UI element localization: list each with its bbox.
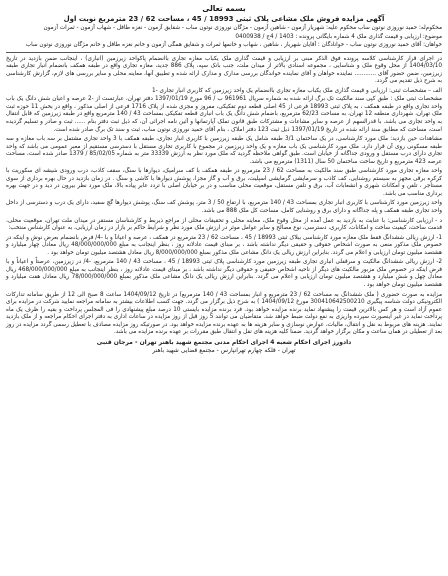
- divider-rule: [6, 52, 442, 53]
- subject-paragraph: موضوع: ارزیابی و قیمت گذاری ملک 4 شماره بایگانی پرونده : 1403 / 4ج / 0400938: [235, 33, 442, 40]
- valuation-intro-paragraph: د - ارزیابی کارشناسی: با عنایت به بازدید به عمل آمده از محل وقوع ملک، معاینه محلی و تحقیقات محلی از مراجع ذیربط و کارشناسان مستقر در میدان ملت تهران، موقعیت محلی، قدمت ساخت، کیفیت ساخت و امکانات، کاربری، دسترسی، نوع مصالح و سایر عوامل موثر در ارزش ملک مورد نظر و شرایط حاکم بر بازار در زمان ارزیابی، به عنوان کارشناس منتخب:: [6, 217, 442, 232]
- valuation-shop-paragraph: 1- ارزش ریالی ششدانگ فقط ملک مغازه مورد کارشناسی ببلاک ثبتی 18993 / 45 ، مساحت 62 / 23 مترمربع در همکف ، عرصه و اعیانآ و با -4/ فرض بانضمام بعرض نوش و اینکه در خصوص ملک مذکور منعی به صورت اشخاص حقوقی و حقیقی دیگر نداشته باشد ، بر مبنای قیمت عادلانه روز ، بنظر اینجانب به مبلغ 48/000/000/000 ریال معادل چهار میلیارد و هشتصد میلیون تومان ارزیابی و اعلام می گردد. بنابراین ارزش ریالی یک دانگ مشاعی ملک مذکور بمبلغ 8/000/000/000 ریال معادل هشتصد میلیون تومان خواهد بود .: [6, 234, 442, 256]
- shop-description-paragraph: واحد مغازه تجاری مورد کارشناسی طبق سند مالکیت به مساحت 62 / 23 مترمربع در طبقه همکف با کف سرامیک، دیوارها با سنگ، سقف کاذب، درب ورودی شیشه ای سکوریت با کرکره برقی مجهز به سیستم روشنایی، کف کاذب و سرمایشی گرمایشی اسپلیت، برق و آب و گاز مجزا، پوشش دیوارها با کاشی و سنگ . در زمان بازدید در حال بهره برداری از سوی مستاجر ، تلفن و امکانات شهری و انشعابات آب، برق و تلفن مستقل، موقعیت محلی مناسب و در بر خیابان اصلی با تردد عابر پیاده بالا، ملک مورد نظر بیرون در دید و در جهت بهره برداری مناسب می باشد.: [6, 168, 442, 197]
- basement-description-paragraph: واحد زیرزمین مورد کارشناسی با کاربری انبار تجاری بمساحت 43 / 140 مترمربع، با ارتفاع 50 / 3 متر، پوشش کف سنگ، پوشش دیوارها گچ سفید، دارای یک درب و دسترسی از داخل واحد تجاری طبقه همکف و پله جداگانه و دارای برق و روشنایی کامل، مساحت کل ملک 888 می باشد.: [6, 200, 442, 215]
- auction-terms-paragraph: مزایده به صورت حضوری ( ملک ششدانگ به مساحت 62 / 23 مترمربع و انبار بمساحت 43 / 140 مترمربع) در تاریخ 1404/09/12 ساعت 8 صبح الی 12 از طریق سامانه تدارکات الکترونیکی دولت شناسه پیگیری 300410642500210 مورخ 1404/09/12 ) به شرح ذیل برگزار می گردد. جهت کسب اطلاعات بیشتر به سامانه مراجعه نمایید شرکت در مزایده برای عموم آزاد است و هر کس بالاترین قیمت را پیشنهاد نماید برنده مزایده خواهد بود. فرد برنده مزایده بایستی 10 درصد مبلغ پیشنهادی را فی المجلس پرداخت و بقیه را ظرف یک ماه پرداخت نماید در غیر اینصورت سپرده واریزی به نفع دولت ضبط خواهد شد. متقاضیان می توانند 5 روز قبل از روز مزایده در ساعات اداری به دفتر اجرای احکام مراجعه و از ملک بازدید نمایند. هزینه های مربوط به نقل و انتقال، مالیات، عوارض نوسازی و سایر هزینه ها به عهده برنده مزایده خواهد بود. در صورتیکه روز مزایده مصادف با تعطیل رسمی گردد مزایده در روز بعد از تعطیلی در همان ساعت و مکان برگزار خواهد گردید. ضمنا کلیه هزینه های نقل و انتقال طبق مقررات بر عهده برنده مزایده می باشد.: [6, 291, 442, 336]
- intro-paragraph: در اجرای قرار کارشناسی کلاسه پرونده فوق الذکر مبنی بر ارزیابی و قیمت گذاری ملک یکباب مغازه تجاری باانضمام پاکواحد زیرزمین (انباری) ، اینجانب ضمن بازدید در تاریخ 1404/03/10 از محل وقوع ملک و شناسایی ، مجموعه اسنادی بالاتر از میدان ملت، جنب بانک سپه، پلاک 886 جدید، مغازه تجاری واقع در طبقه همکف بانضمام انبار تجاری طبقه زیرزمین، ضمن حضور آقای ............ نماینده خواهان و آقای نماینده خواندگان بررسی مدارک و مدارک ارائه شده و تطبیق آنها، معاینه محلی و سایر بررسی های لازم، گزارش کارشناسی به شرح ذیل تقدیم می گردد.: [6, 55, 443, 85]
- registration-heading: الف – مشخصات ثبتی: ارزیابی و قیمت گذاری ملک یکباب مغازه تجاری باانضمام یک واحد زیرزمین که کاربری انبار تجاری -1: [151, 87, 442, 94]
- signature-address: تهران - قلکه چهارم تهرانپارس - مجتمع قضایی شهید باهنر: [152, 346, 296, 354]
- parties-paragraph: محکوم‌له: حمید نوروزی نوتون ساب محکوم علیه: شهریار آزمون - شاهین آزمون - مژگان نوروزی نوتون ساب - شقایق آزمون - نغزه طافل - شهاب آزمون - ثمرات آزمون: [43, 25, 442, 31]
- claimants-paragraph: خواهان: آقای حمید نوروزی نوتون ساب - خوانادگان : آقایان شهریار ، شاهین ، شهاب و خانمها ثمرات و شقایق همگی آزمون و خانم نغزه طافل و خانم مژگان نوروزی نوتون ساب: [25, 42, 442, 49]
- signature-officer: دادورز اجرای احکام شعبه 4 اجرای احکام مدنی مجتمع شهید باهنر تهران - مرجان قنبی: [96, 338, 352, 346]
- registration-details-paragraph: مشخصات ثبتی ملک : طبق کپی سند مالکیت تک برگ ارائه شده به شماره سریال 961961 ب / 96 مورخ 1397/01/19 دفتر تهران، عبارتست از -2 عرصه و اعیان شش دانگ یک باب واحد تجاری واقع در طبقه همکف ، به پلاک ثبتی 18993 فرعی از 45 اصلی قطعه دوم تفکیکی، مفروز و مجزی شده از پلاک 1716 فرعی از اصلی مذکور ، واقع در بخش 11 حوزه ثبت ملک تهران، شهرداری منطقه 12 تهران، به مساحت 62/23 مترمربع، باضمام شش دانگ یک باب انباری قطعه تفکیکی بمساحت 43 / 140 مترمربع واقع در طبقه زیرزمین که قابل انتقال به واحد تجاری می باشد. با قدرالسهم از عرصه و سایر مشاعات و مشترکات طبق قانون تملک آپارتمانها و آئین نامه اجرائی آن، که ذیل ثبت دفتر بنام ...... ثبت و صادر و تسلیم گردیده است، مساحت که مطابق سند ارائه شده در تاریخ 1397/01/19 ذیل ثبت 123 دفتر املاک ، بنام آقای حمید نوروزی نوتون ساب، ثبت و سند تک برگ صادر شده است.: [6, 96, 442, 133]
- observations-paragraph: مشاهدات حین بازدید: ملک مورد کارشناسی، در یک ساختمان 3/1 طبقه شامل یک طبقه زیرزمین با کاربری انبار تجاری، طبقه همکف با 3 واحد تجاری مشتمل بر سه باب مغازه و سه طبقه مسکونی روی آن قرار دارد. ملک مورد کارشناسی یک باب مغازه و یک واحد زیرزمین در مجموع با کاربری تجاری مستقل با دسترسی مستقیم از معبر عمومی می باشد که واحد تجاری دارای درب مستقل و ورودی جداگانه از خیابان است. طبق گواهی ملاحظه گردید که ملک مورد نظر به ارزش 33339 متر به شماره 85/02/05 / 1379 صادر شده است، مساحت عرصه 423 مترمربع و تاریخ ساخت ساختمان 50 سال (1311) مترمربع می باشد.: [6, 136, 442, 165]
- valuation-basement-paragraph: 2- ارزش ریالی ششدانگ مالکیت و سرقفلی انباری تجاری طبقه زیرزمین مورد کارشناسی پلاک ثبتی 18993 / 45 ، مساحت 43 / 140 مترمربع، -4/ در زیرزمین، عرصتاً و اعیاناً و با فرض اینکه در خصوص ملک مزبور مالکیت های دیگر از ناحیه اشخاص حقیقی و حقوقی دیگر نداشته باشد ، بر مبنای قیمت عادلانه روز ، بنظر اینجانب به مبلغ 468/000/000/000 ریال معادل چهل و شش میلیارد و هشتصد میلیون تومان ارزیابی و اعلام می گردد. بنابراین ارزش ریالی یک دانگ مشاعی ملک مذکور بمبلغ 78/000/000/000 ریال معادل هفت میلیارد و هشتصد میلیون تومان خواهد بود .: [6, 259, 443, 288]
- basmala-heading: بسمه تعالی: [202, 4, 246, 13]
- notice-headline: آگهی مزایده فروش ملک مشاعی پلاک ثبتی 18993 / 45 ، مساحت 62 / 23 مترمربع نوبت اول: [63, 15, 385, 23]
